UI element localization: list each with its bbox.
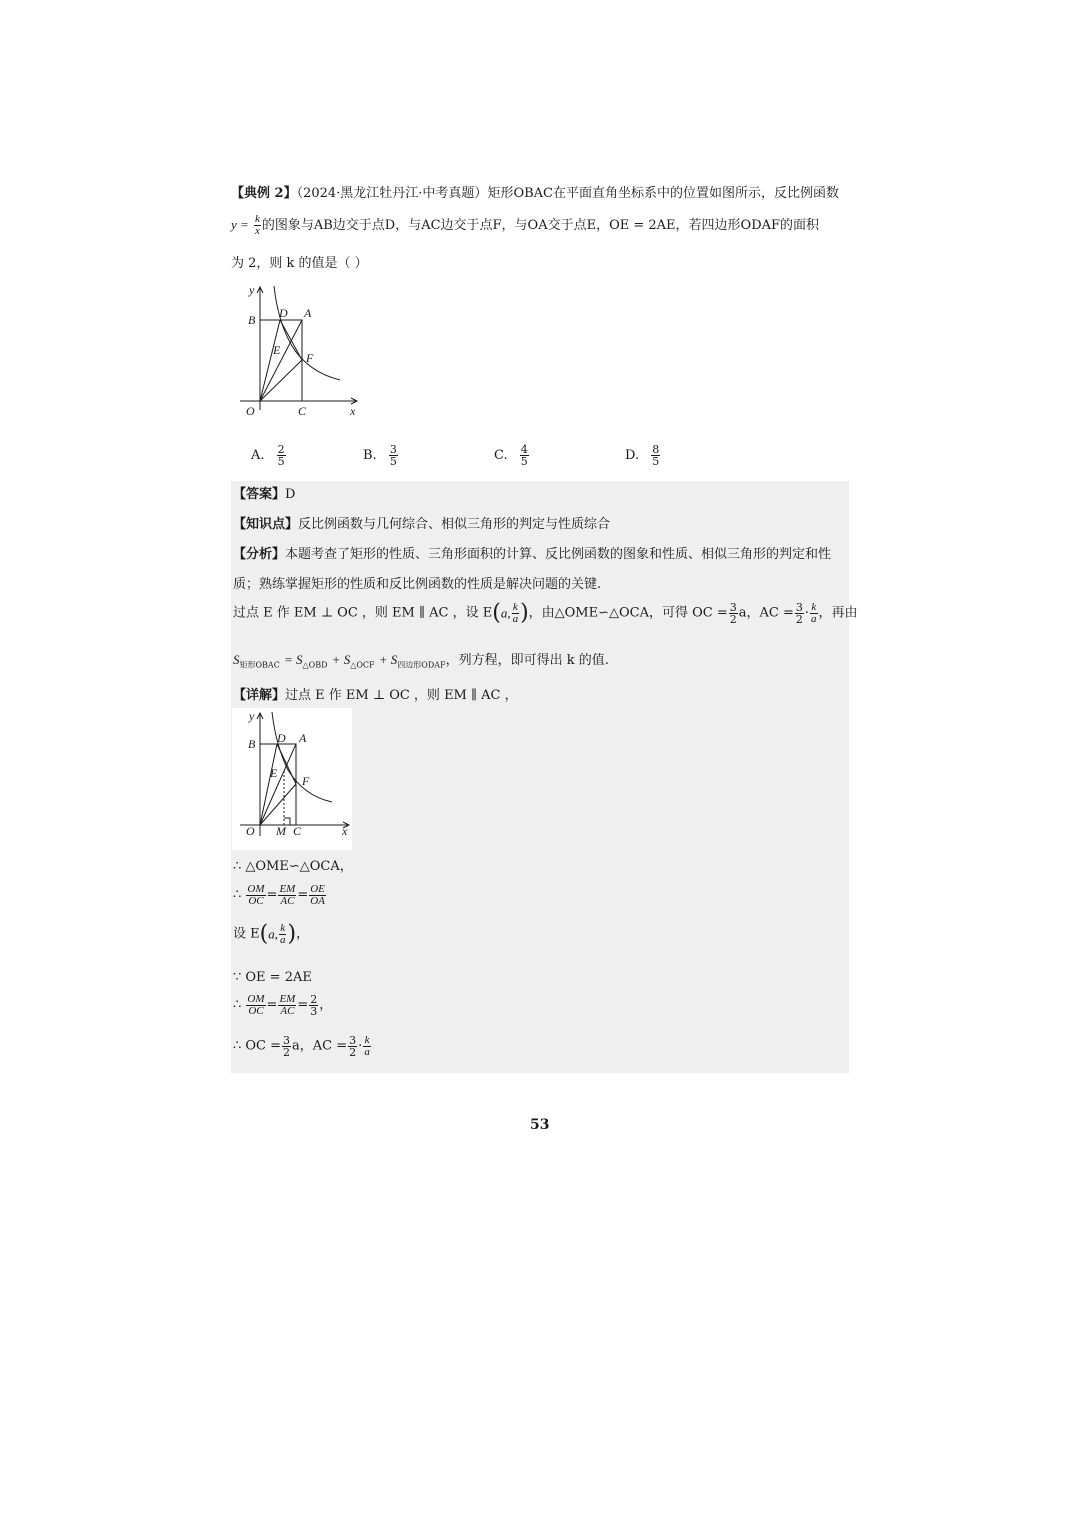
detail-tag: 【详解】 [233, 688, 286, 703]
option-d-num: 8 [652, 443, 660, 456]
answer-value: D [285, 487, 296, 502]
area-sub4: 四边形ODAF [397, 660, 446, 670]
paren-close: ) [520, 600, 529, 626]
option-a-letter: A. [251, 448, 265, 463]
function-fraction [254, 214, 261, 237]
step3-k: k [280, 922, 286, 934]
step6-a: a [364, 1046, 370, 1058]
option-b-den: 5 [389, 455, 397, 468]
label2-F: F [302, 774, 310, 788]
step2-d2: AC [280, 895, 295, 907]
answer-tag: 【答案】 [233, 487, 286, 502]
area-eq: = S [283, 652, 303, 667]
step2-n3: OE [310, 883, 325, 895]
step3-end: ， [296, 926, 310, 942]
segment-OA [260, 320, 302, 401]
label2-y: y [249, 709, 255, 723]
analysis-frac3-den: a [811, 613, 817, 625]
detail-line-1 [233, 688, 518, 704]
knowledge-value: 反比例函数与几何综合、相似三角形的判定与性质综合 [298, 517, 611, 532]
detail-step-6 [233, 1035, 372, 1058]
label2-x: x [342, 824, 348, 838]
analysis-frac-k: k [512, 601, 518, 613]
option-c-den: 5 [520, 455, 528, 468]
option-d [625, 444, 661, 467]
label2-M: M [276, 824, 286, 838]
label2-C: C [293, 824, 302, 838]
problem-source: （2024·黑龙江牡丹江·中考真题） [296, 186, 488, 201]
segment-OF [260, 360, 302, 401]
step2-therefore: ∴ [233, 887, 242, 903]
step3-pre: 设 E [233, 926, 260, 942]
option-a [251, 444, 287, 467]
label2-O: O [246, 824, 255, 838]
step6-mid: a，AC = [292, 1038, 348, 1054]
label2-E: E [270, 766, 278, 780]
analysis-line-1 [233, 547, 831, 563]
step6-pre: ∴ OC = [233, 1038, 282, 1054]
step5-n2: EM [279, 993, 296, 1005]
label-A: A [304, 306, 312, 320]
label-C: C [298, 404, 307, 418]
step6-n2: 3 [349, 1034, 357, 1047]
area-sub2: △OBD [302, 660, 328, 670]
step6-d2: 2 [349, 1046, 357, 1059]
option-c-num: 4 [520, 443, 528, 456]
analysis-line3-b: a, [500, 605, 511, 621]
detail-step-2: ∴ $\frac{OM}{OC}$ = $\frac{EM}{AC}$ = $\frac{OE}{OA}$ [233, 883, 325, 907]
analysis-frac2-den: 2 [795, 613, 803, 626]
option-b [363, 444, 399, 467]
step6-k: k [364, 1034, 370, 1046]
analysis-tag: 【分析】 [233, 547, 286, 562]
step2-n2: EM [279, 883, 296, 895]
step5-n3: 2 [310, 993, 318, 1006]
paren-open: ( [492, 600, 501, 626]
step5-d3: 3 [310, 1005, 318, 1018]
label-O: O [246, 404, 255, 418]
analysis-frac2-num: 3 [795, 601, 803, 614]
step5-d2: AC [280, 1005, 295, 1017]
step2-d1: OC [248, 895, 264, 907]
option-b-letter: B. [363, 448, 377, 463]
option-c-letter: C. [494, 448, 508, 463]
analysis-frac1-den: 2 [729, 613, 737, 626]
area-end: ，列方程，即可得出 k 的值. [445, 653, 609, 668]
analysis-dot: · [804, 605, 810, 621]
problem-line-1 [231, 186, 839, 202]
area-sub3: △OCF [350, 660, 375, 670]
analysis-frac-a: a [512, 613, 519, 625]
answer-line [233, 487, 295, 503]
label2-B: B [248, 737, 256, 751]
segment-OD [260, 320, 280, 401]
step5-therefore: ∴ [233, 997, 242, 1013]
problem-line2-text: 的图象与AB边交于点D，与AC边交于点F，与OA交于点E，OE = 2AE，若四边形ODAF的面积 [261, 218, 820, 233]
problem-line1-text: 矩形OBAC在平面直角坐标系中的位置如图所示，反比例函数 [487, 186, 839, 201]
label-x: x [350, 404, 356, 418]
step2-d3: OA [310, 895, 325, 907]
area-p2: + S [378, 652, 398, 667]
detail-step-1: ∴ △OME∽△OCA， [233, 859, 353, 874]
function-denominator: x [254, 225, 260, 237]
analysis-line-2: 质；熟练掌握矩形的性质和反比例函数的性质是解决问题的关键. [233, 577, 602, 592]
step5-d1: OC [248, 1005, 264, 1017]
problem-line-2 [231, 214, 819, 237]
step6-dot: · [358, 1038, 363, 1054]
analysis-line3-f: ，再由 [818, 605, 858, 621]
page-number: 53 [530, 1117, 550, 1133]
analysis-text-1: 本题考查了矩形的性质、三角形面积的计算、反比例函数的图象和性质、相似三角形的判定和性 [285, 547, 832, 562]
knowledge-line [233, 517, 610, 533]
option-a-num: 2 [277, 443, 285, 456]
step6-d1: 2 [283, 1046, 291, 1059]
area-p1: + S [331, 652, 351, 667]
label-B: B [248, 313, 256, 327]
detail-step-3: 设 E(a, $\frac{k}{a}$ )， [233, 921, 310, 947]
option-d-den: 5 [652, 455, 660, 468]
label-y: y [249, 283, 255, 297]
area-s1: S [233, 652, 240, 667]
detail-step-5: ∴ $\frac{OM}{OC}$ = $\frac{EM}{AC}$ = $\frac{2}{3}$ ， [233, 993, 333, 1018]
analysis-line-4 [233, 652, 609, 674]
analysis-frac1-num: 3 [729, 601, 737, 614]
detail-text-1: 过点 E 作 EM ⊥ OC ，则 EM ∥ AC ， [285, 688, 518, 703]
analysis-line3-a: 过点 E 作 EM ⊥ OC ，则 EM ∥ AC ，设 E [233, 605, 493, 621]
analysis-line-3 [233, 602, 858, 625]
step6-n1: 3 [283, 1034, 291, 1047]
figure-2 [232, 708, 352, 850]
step5-end: ， [319, 997, 333, 1013]
option-a-den: 5 [277, 455, 285, 468]
option-c [494, 444, 530, 467]
option-d-letter: D. [625, 448, 640, 463]
label2-A: A [299, 731, 307, 745]
knowledge-tag: 【知识点】 [233, 517, 299, 532]
step5-n1: OM [247, 993, 265, 1005]
problem-line-3: 为 2，则 k 的值是（ ） [231, 256, 368, 271]
step3-a: a, [268, 926, 278, 942]
function-numerator: k [254, 213, 260, 225]
label2-D: D [277, 731, 286, 745]
analysis-line3-c: ，由△OME∽△OCA，可得 OC = [528, 605, 728, 621]
analysis-line3-d: a，AC = [738, 605, 794, 621]
label-E: E [273, 343, 281, 357]
figure-1 [232, 282, 362, 424]
hyperbola-curve [274, 286, 340, 380]
analysis-frac3-num: k [811, 601, 817, 613]
step3-den: a [279, 934, 286, 946]
label-F: F [306, 351, 314, 365]
label-D: D [279, 306, 288, 320]
area-sub1: 矩形OBAC [239, 660, 280, 670]
function-lhs: y = [231, 217, 249, 232]
detail-step-4: ∵ OE = 2AE [233, 970, 312, 985]
option-b-num: 3 [389, 443, 397, 456]
problem-tag: 【典例 2】 [231, 186, 297, 201]
step2-n1: OM [247, 883, 265, 895]
